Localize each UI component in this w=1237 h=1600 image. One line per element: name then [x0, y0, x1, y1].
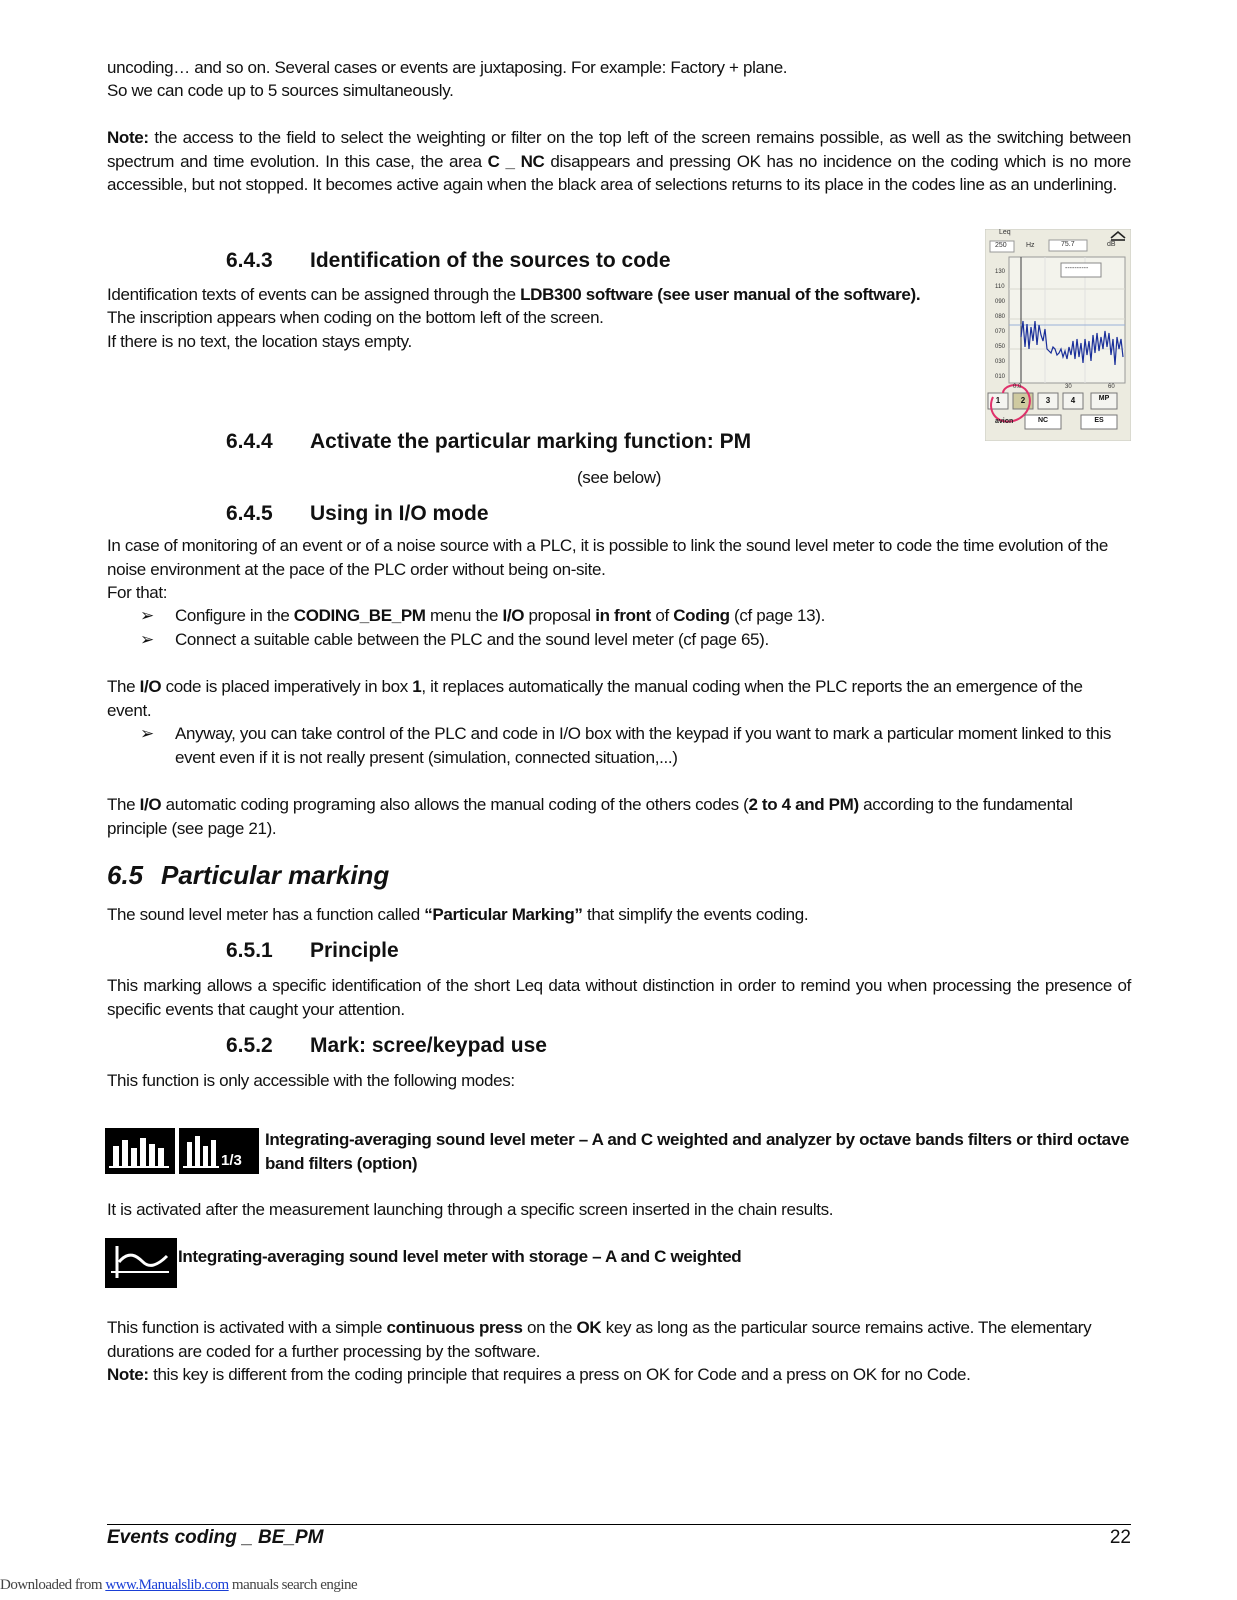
para-bold: 2 to 4 and PM) [748, 795, 859, 814]
screen-button-1: 1 [995, 396, 1001, 405]
screen-button-3: 3 [1045, 396, 1051, 405]
bullet-text: proposal [524, 606, 596, 625]
heading-number: 6.5.1 [226, 939, 273, 962]
heading-number: 6.5 [107, 860, 144, 890]
screen-x-tick: 60 [1108, 384, 1115, 390]
bullet-text: of [651, 606, 674, 625]
s643-para-1 [107, 283, 987, 307]
bullet-bold: I/O [502, 606, 525, 625]
download-prefix: Downloaded from [0, 1577, 106, 1593]
para-bold: I/O [139, 795, 162, 814]
time-evolution-icon [105, 1238, 177, 1288]
screen-y-tick: 130 [995, 269, 1006, 275]
para-bold: 1 [412, 677, 422, 696]
note-code: C _ NC [487, 151, 545, 171]
heading-6-5 [107, 860, 389, 891]
heading-title: Using in I/O mode [310, 502, 489, 525]
note-label: Note: [107, 128, 149, 147]
para-text: The [107, 677, 140, 696]
para-text: code is placed imperatively in box [161, 677, 413, 696]
bullet-bold: Coding [673, 606, 730, 625]
note-paragraph [107, 126, 1131, 197]
arrow-bullet-icon: ➢ [140, 724, 154, 743]
screen-bottom-nc: NC [1037, 417, 1049, 424]
mode-2-description: Integrating-averaging sound level meter with storage – A and C weighted [178, 1247, 742, 1266]
screen-y-tick: 010 [995, 374, 1006, 380]
s643-text: Identification texts of events can be assigned through the [107, 285, 521, 304]
intro-line-2: So we can code up to 5 sources simultaneously. [107, 81, 454, 100]
para-text: on the [522, 1318, 577, 1337]
intro-line-1: uncoding… and so on. Several cases or events are juxtaposing. For example: Factory + plane. [107, 58, 788, 77]
arrow-bullet-icon: ➢ [140, 606, 154, 625]
screen-bottom-left: avion [995, 418, 1014, 425]
heading-6-4-3 [226, 249, 671, 273]
screen-bottom-es: ES [1094, 417, 1104, 424]
bullet-bold: in front [595, 606, 651, 625]
para-text: that simplify the events coding. [582, 905, 809, 924]
heading-number: 6.5.2 [226, 1034, 273, 1057]
para-text: This function is activated with a simple [107, 1318, 387, 1337]
s652-note [107, 1363, 1131, 1387]
s643-para-3: If there is no text, the location stays empty. [107, 332, 412, 351]
heading-title: Particular marking [161, 860, 390, 890]
note-text: this key is different from the coding principle that requires a press on OK for Code and a press on OK for no Code. [148, 1365, 971, 1384]
heading-6-5-1 [226, 939, 399, 963]
download-notice [0, 1577, 357, 1594]
para-bold: “Particular Marking” [424, 905, 583, 924]
s645-para-4 [107, 793, 1131, 840]
screen-button-mp: MP [1098, 395, 1110, 402]
para-bold: continuous press [386, 1318, 523, 1337]
heading-6-5-2 [226, 1034, 547, 1058]
para-bold: OK [576, 1318, 602, 1337]
bullet-text: menu the [425, 606, 503, 625]
s652-para-3 [107, 1316, 1131, 1363]
heading-number: 6.4.4 [226, 430, 273, 453]
heading-title: Activate the particular marking function: PM [310, 430, 752, 453]
screen-hz: Hz [1026, 242, 1035, 249]
heading-6-4-4 [226, 430, 751, 454]
device-screen-image [985, 229, 1131, 441]
heading-6-4-5 [226, 502, 489, 526]
screen-freq: 250 [995, 242, 1007, 249]
screen-x-tick: 0.0 [1013, 384, 1022, 390]
para-text: according to the fundamental principle (see page 21). [107, 795, 1073, 838]
heading-title: Mark: scree/keypad use [310, 1034, 547, 1057]
footer-title: Events coding _ BE_PM [107, 1527, 324, 1548]
screen-button-4: 4 [1070, 396, 1076, 405]
s643-bold: LDB300 software (see user manual of the software). [520, 285, 921, 304]
para-bold: I/O [139, 677, 162, 696]
screen-button-2: 2 [1020, 396, 1026, 405]
screen-value: 75.7 [1061, 241, 1075, 248]
screen-y-tick: 090 [995, 299, 1006, 305]
s651-para-1: This marking allows a specific identification of the short Leq data without distinction in order to remind you when processing the presence of specific events that caught your attention. [107, 976, 1131, 1019]
screen-leq-label: Leq [999, 229, 1011, 236]
screen-db: dB [1107, 241, 1116, 248]
heading-number: 6.4.3 [226, 249, 273, 272]
screen-x-tick: 30 [1065, 384, 1072, 390]
para-text: The [107, 795, 140, 814]
s652-para-1: This function is only accessible with the following modes: [107, 1071, 515, 1090]
manualslib-link[interactable]: www.Manualslib.com [105, 1577, 229, 1593]
bullet-text: Anyway, you can take control of the PLC and code in I/O box with the keypad if you want to mark a particular moment linked to this event even if it is not really present (simulation, connected situation,...) [175, 724, 1111, 767]
s645-para-2: For that: [107, 583, 168, 602]
bullet-bold: CODING_BE_PM [293, 606, 426, 625]
heading-title: Principle [310, 939, 399, 962]
mode-1-description: Integrating-averaging sound level meter – A and C weighted and analyzer by octave bands filters or third octave band filters (option) [265, 1130, 1129, 1173]
bullet-text: Configure in the [175, 606, 294, 625]
s643-para-2: The inscription appears when coding on the bottom left of the screen. [107, 308, 604, 327]
see-below-note: (see below) [576, 468, 662, 487]
screen-dashes: ---------- [1065, 265, 1089, 272]
screen-y-tick: 110 [995, 284, 1005, 290]
heading-number: 6.4.5 [226, 502, 273, 525]
bullet-item [140, 604, 1130, 628]
screen-y-tick: 030 [995, 359, 1006, 365]
third-octave-bands-icon [179, 1128, 259, 1174]
note-text-2: disappears and pressing OK has no incidence on the coding which is no more accessible, but not stopped. It becomes active again when the black area of selections returns to its place in the codes line as an underlining. [107, 151, 1131, 194]
bullet-item [140, 628, 1130, 652]
footer-rule [107, 1524, 1131, 1525]
para-text: key as long as the particular source remains active. The elementary durations are coded for a further processing by the software. [107, 1318, 1092, 1361]
s645-para-3 [107, 675, 1131, 722]
screen-y-tick: 080 [995, 314, 1006, 320]
heading-title: Identification of the sources to code [310, 249, 671, 272]
bullet-item [140, 722, 1130, 769]
para-text: The sound level meter has a function called [107, 905, 425, 924]
s65-para-1 [107, 903, 1131, 927]
s645-para-1: In case of monitoring of an event or of a noise source with a PLC, it is possible to link the sound level meter to code the time evolution of the noise environment at the pace of the PLC order without being on-site. [107, 536, 1109, 579]
s652-para-2: It is activated after the measurement launching through a specific screen inserted in the chain results. [107, 1200, 834, 1219]
page-number: 22 [1109, 1527, 1131, 1548]
note-label: Note: [107, 1365, 149, 1384]
third-octave-label: 1/3 [221, 1152, 242, 1169]
para-text: , it replaces automatically the manual coding when the PLC reports the an emergence of the event. [107, 677, 1083, 720]
bullet-text: Connect a suitable cable between the PLC and the sound level meter (cf page 65). [175, 630, 769, 649]
bullet-text: (cf page 13). [729, 606, 825, 625]
note-text-1: the access to the field to select the weighting or filter on the top left of the screen remains possible, as well as the switching between spectrum and time evolution. In this case, the area [107, 128, 1131, 171]
screen-y-tick: 050 [995, 344, 1006, 350]
screen-y-tick: 070 [995, 329, 1006, 335]
para-text: automatic coding programing also allows the manual coding of the others codes ( [161, 795, 749, 814]
octave-bands-icon [105, 1128, 175, 1174]
arrow-bullet-icon: ➢ [140, 630, 154, 649]
download-suffix: manuals search engine [228, 1577, 358, 1593]
